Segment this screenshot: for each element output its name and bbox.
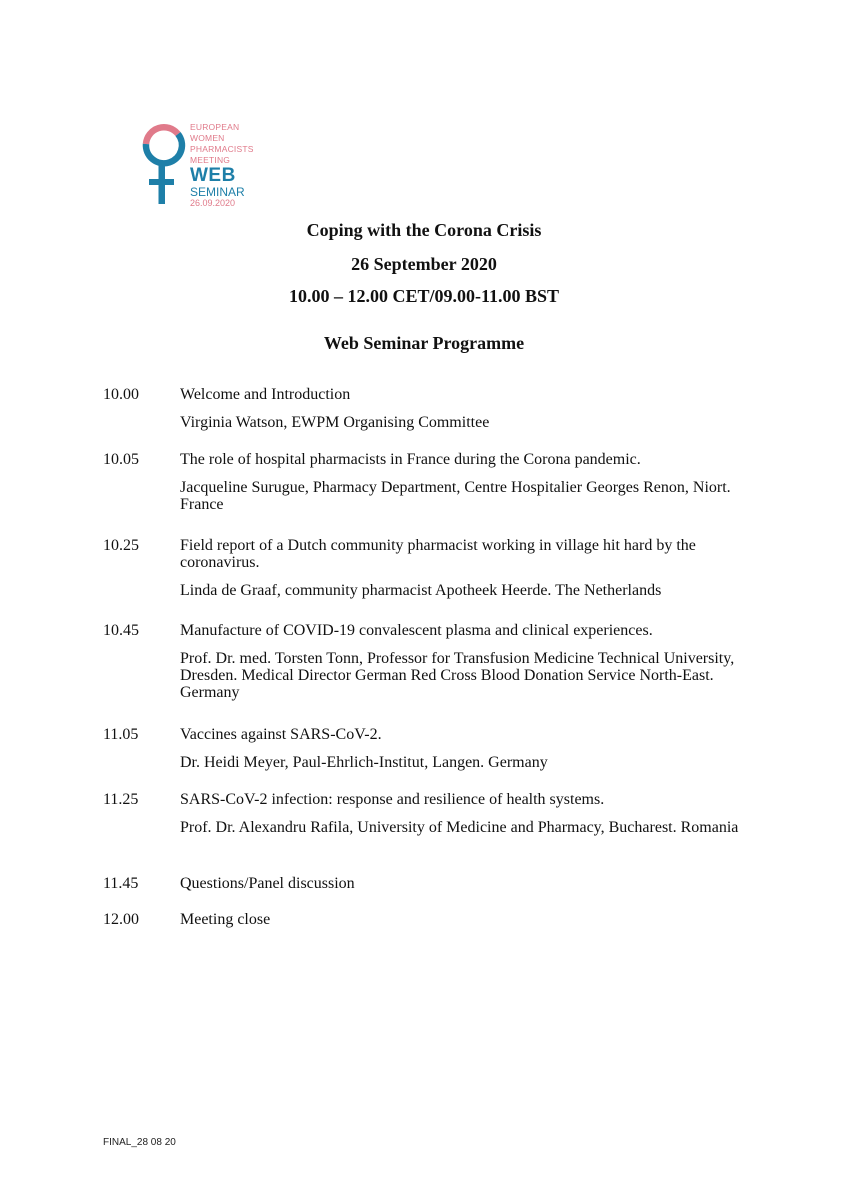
- item-speaker: Linda de Graaf, community pharmacist Apotheek Heerde. The Netherlands: [180, 582, 662, 599]
- item-title: The role of hospital pharmacists in France during the Corona pandemic.: [180, 451, 641, 468]
- item-title: SARS-CoV-2 infection: response and resilience of health systems.: [180, 791, 605, 808]
- item-time: 10.45: [103, 622, 139, 639]
- item-time: 11.05: [103, 726, 139, 743]
- item-title: Vaccines against SARS-CoV-2.: [180, 726, 382, 743]
- item-speaker: Prof. Dr. Alexandru Rafila, University of Medicine and Pharmacy, Bucharest. Romania: [180, 819, 739, 836]
- item-title: Manufacture of COVID-19 convalescent plasma and clinical experiences.: [180, 622, 653, 639]
- item-time: 10.00: [103, 386, 139, 403]
- page-title: Coping with the Corona Crisis: [306, 220, 542, 240]
- item-speaker: Virginia Watson, EWPM Organising Committee: [180, 414, 490, 431]
- item-speaker: Prof. Dr. med. Torsten Tonn, Professor for Transfusion Medicine Technical University, Dresden. Medical Director German Red Cross Blood Donation Service North-East. Germany: [180, 650, 735, 701]
- item-time: 10.05: [103, 451, 139, 468]
- programme-heading: Web Seminar Programme: [323, 333, 525, 353]
- item-title: Welcome and Introduction: [180, 386, 351, 403]
- item-time: 10.25: [103, 537, 139, 554]
- item-title: Meeting close: [180, 911, 271, 928]
- event-date: 26 September 2020: [351, 254, 497, 274]
- logo-web: WEB: [190, 165, 236, 186]
- logo-text: [190, 122, 254, 209]
- logo-line-women: WOMEN: [190, 133, 225, 143]
- logo-date: 26.09.2020: [190, 198, 236, 208]
- logo-line-pharmacists: PHARMACISTS: [190, 144, 254, 154]
- item-title: Field report of a Dutch community pharmacist working in village hit hard by the coronavirus.: [180, 537, 696, 571]
- item-speaker: Jacqueline Surugue, Pharmacy Department, Centre Hospitalier Georges Renon, Niort. France: [180, 479, 731, 513]
- item-time: 11.45: [103, 875, 139, 892]
- item-time: 12.00: [103, 911, 139, 928]
- event-time: 10.00 – 12.00 CET/09.00-11.00 BST: [288, 286, 560, 306]
- item-title: Questions/Panel discussion: [180, 875, 355, 892]
- document-code: FINAL_28 08 20: [103, 1137, 176, 1148]
- item-time: 11.25: [103, 791, 139, 808]
- item-speaker: Dr. Heidi Meyer, Paul-Ehrlich-Institut, Langen. Germany: [180, 754, 548, 771]
- logo-line-meeting: MEETING: [190, 155, 231, 165]
- logo-seminar: SEMINAR: [190, 185, 245, 199]
- logo-line-european: EUROPEAN: [190, 122, 240, 132]
